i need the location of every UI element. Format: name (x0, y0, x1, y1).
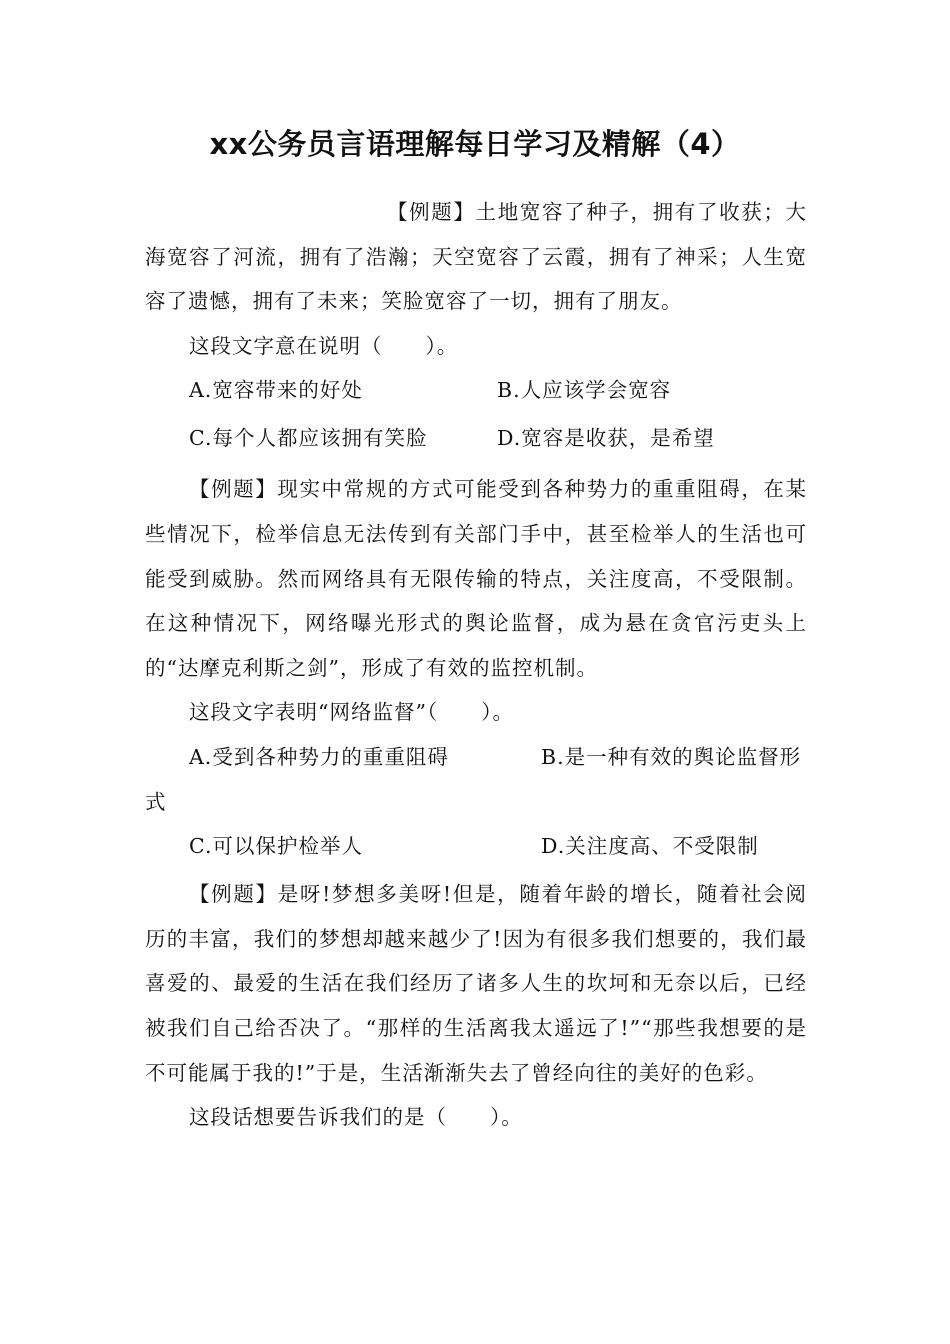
document-title: xx公务员言语理解每日学习及精解（4） (209, 127, 741, 161)
q3-question: 这段话想要告诉我们的是（ ）。 (189, 1105, 523, 1130)
q1-options-row-2 (145, 416, 807, 464)
q3-passage: 【例题】是呀!梦想多美呀!但是，随着年龄的增长，随着社会阅历的丰富，我们的梦想却越来越少了!因为有很多我们想要的，我们最喜爱的、最爱的生活在我们经历了诸多人生的坎坷和无奈以后，已经被我们自己给否决了。“那样的生活离我太遥远了!”“那些我想要的是不可能属于我的!”于是，生活渐渐失去了曾经向往的美好的色彩。 (145, 882, 807, 1085)
q2-options-row-1 (145, 735, 807, 780)
q2-option-a: A.受到各种势力的重重阻碍 (189, 744, 449, 769)
q1-option-c: C.每个人都应该拥有笑脸 (189, 426, 428, 451)
q1-option-b: B.人应该学会宽容 (497, 378, 672, 403)
q1-options-row-1 (145, 368, 807, 416)
q2-option-b-continuation: 式 (145, 789, 167, 814)
q1-option-a: A.宽容带来的好处 (189, 378, 363, 403)
q2-option-d: D.关注度高、不受限制 (541, 834, 759, 859)
q2-question: 这段文字表明“网络监督”（ ）。 (189, 700, 514, 725)
q1-question: 这段文字意在说明（ ）。 (189, 333, 459, 358)
q2-options-row-2 (145, 824, 807, 872)
q1-passage: 【例题】土地宽容了种子，拥有了收获；大海宽容了河流，拥有了浩瀚；天空宽容了云霞，拥有了神采；人生宽容了遗憾，拥有了未来；笑脸宽容了一切，拥有了朋友。 (145, 200, 807, 314)
document-body (145, 190, 807, 1140)
q2-option-c: C.可以保护检举人 (189, 834, 363, 859)
q1-option-d: D.宽容是收获，是希望 (497, 426, 715, 451)
q2-passage: 【例题】现实中常规的方式可能受到各种势力的重重阻碍，在某些情况下，检举信息无法传到有关部门手中，甚至检举人的生活也可能受到威胁。然而网络具有无限传输的特点，关注度高，不受限制。在这种情况下，网络曝光形式的舆论监督，成为悬在贪官污吏头上的“达摩克利斯之剑”，形成了有效的监控机制。 (145, 477, 807, 680)
q2-option-b: B.是一种有效的舆论监督形 (541, 744, 802, 769)
